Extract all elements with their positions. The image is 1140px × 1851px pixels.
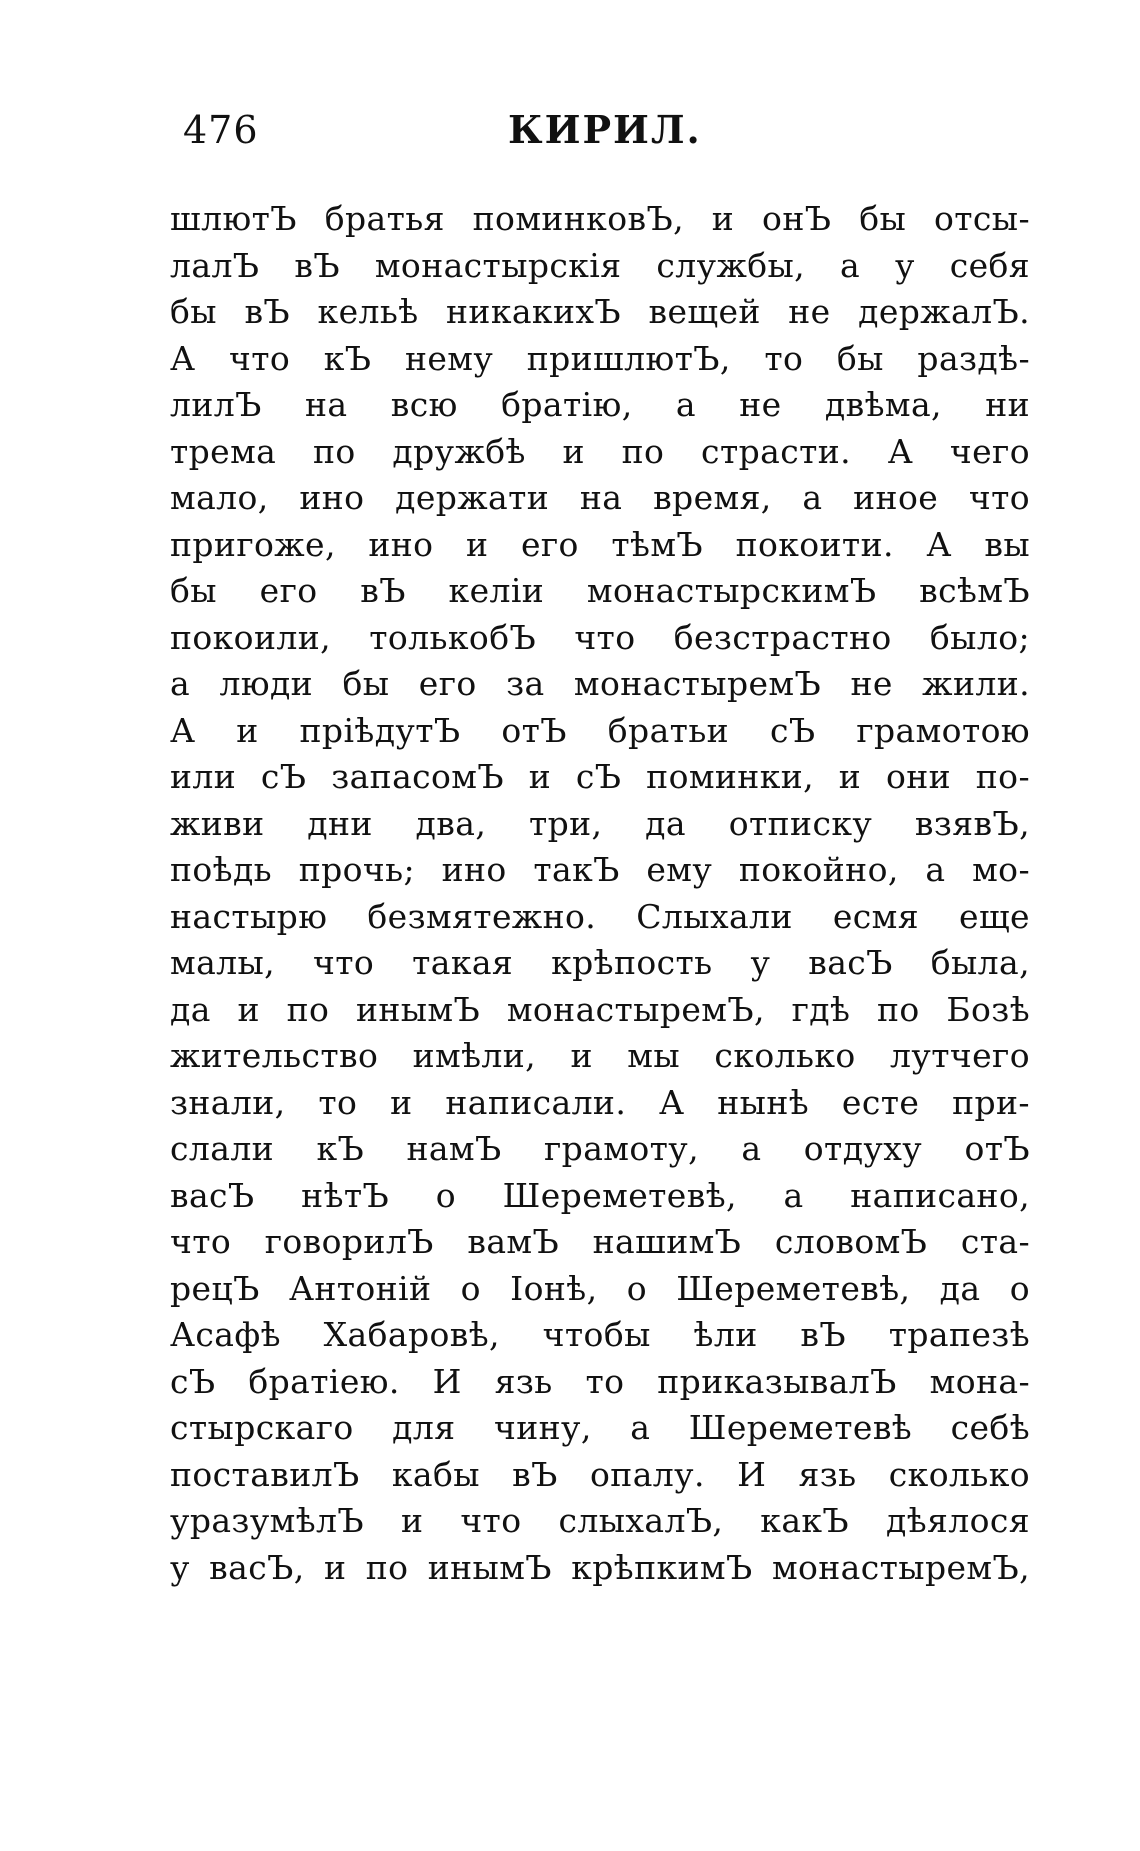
text-line: мало, ино держати на время, а иное что	[170, 478, 1030, 517]
page-header	[0, 105, 1140, 165]
text-line: у васЪ, и по инымЪ крѣпкимЪ монастыремЪ,	[170, 1547, 1030, 1587]
text-line: лалЪ вЪ монастырскія службы, а у себя	[170, 245, 1030, 285]
text-line: поѣдь прочь; ино такЪ ему покойно, а мо-	[170, 850, 1030, 889]
text-line: знали, то и написали. А нынѣ есте при-	[170, 1082, 1030, 1122]
text-line: лилЪ на всю братію, а не двѣма, ни	[170, 385, 1030, 424]
text-line: что говорилЪ вамЪ нашимЪ словомЪ ста-	[170, 1222, 1030, 1261]
text-line: васЪ нѣтЪ о Шереметевѣ, а написано,	[170, 1175, 1030, 1215]
body-text	[170, 196, 1030, 1591]
text-line: А что кЪ нему пришлютЪ, то бы раздѣ-	[170, 338, 1030, 378]
text-line: настырю безмятежно. Слыхали есмя еще	[170, 896, 1030, 936]
text-line: слали кЪ намЪ грамоту, а отдуху отЪ	[170, 1129, 1030, 1168]
text-line: трема по дружбѣ и по страсти. А чего	[170, 431, 1030, 471]
text-line: стырскаго для чину, а Шереметевѣ себѣ	[170, 1408, 1030, 1447]
text-line: а люди бы его за монастыремЪ не жили.	[170, 664, 1030, 703]
text-line: А и пріѣдутЪ отЪ братьи сЪ грамотою	[170, 710, 1030, 750]
text-line: шлютЪ братья поминковЪ, и онЪ бы отсы-	[170, 199, 1030, 238]
text-line: сЪ братіею. И язь то приказывалЪ мона-	[170, 1361, 1030, 1401]
page-number: 476	[183, 108, 259, 152]
text-line: поставилЪ кабы вЪ опалу. И язь сколько	[170, 1454, 1030, 1494]
text-line: уразумѣлЪ и что слыхалЪ, какЪ дѣялося	[170, 1501, 1030, 1540]
text-line: малы, что такая крѣпость у васЪ была,	[170, 943, 1030, 982]
text-line: пригоже, ино и его тѣмЪ покоити. А вы	[170, 524, 1030, 564]
text-line: живи дни два, три, да отписку взявЪ,	[170, 803, 1030, 843]
running-head: КИРИЛ.	[508, 107, 702, 152]
text-line: да и по инымЪ монастыремЪ, гдѣ по Бозѣ	[170, 989, 1030, 1029]
text-line: Асафѣ Хабаровѣ, чтобы ѣли вЪ трапезѣ	[170, 1315, 1030, 1354]
text-line: жительство имѣли, и мы сколько лутчего	[170, 1036, 1030, 1075]
text-line: или сЪ запасомЪ и сЪ поминки, и они по-	[170, 757, 1030, 796]
text-line: рецЪ Антоній о Іонѣ, о Шереметевѣ, да о	[170, 1268, 1030, 1308]
text-line: бы вЪ кельѣ никакихЪ вещей не держалЪ.	[170, 292, 1030, 331]
text-line: покоили, толькобЪ что безстрастно было;	[170, 617, 1030, 657]
text-line: бы его вЪ келіи монастырскимЪ всѣмЪ	[170, 571, 1030, 610]
